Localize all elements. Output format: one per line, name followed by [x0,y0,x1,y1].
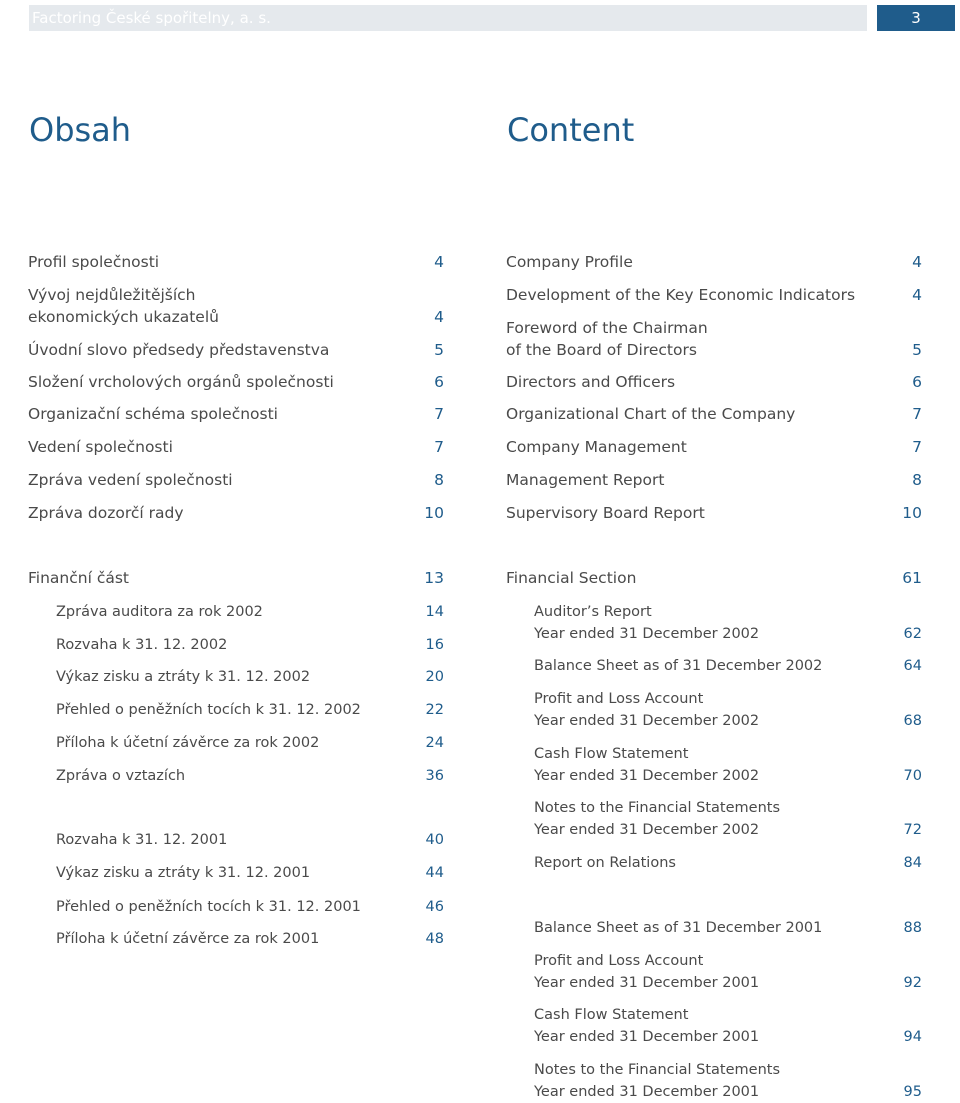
toc-subentry-cz-title: Příloha k účetní závěrce za rok 2002 [56,735,320,751]
toc-subentry-en-title: Cash Flow Statement Year ended 31 December 2001 [534,1007,760,1045]
toc-subentry-en-page: 84 [903,855,922,871]
section-heading-en [506,567,922,589]
toc-entry-en-page: 7 [912,405,922,423]
toc-entry-cz-title: Zpráva dozorčí rady [28,504,184,522]
toc-entry-cz-title: Organizační schéma společnosti [28,405,278,423]
toc-entry-en [506,371,922,393]
toc-subentry-en [534,688,922,732]
toc-entry-cz-page: 8 [434,471,444,489]
toc-subentry-cz-page: 40 [425,832,444,848]
toc-subentry-cz [56,829,444,851]
toc-entry-cz [28,371,444,393]
toc-subentry-cz-title: Výkaz zisku a ztráty k 31. 12. 2002 [56,669,311,685]
toc-entry-cz-page: 4 [434,308,444,326]
toc-subentry-en-title: Auditor’s Report Year ended 31 December 2002 [534,604,760,642]
toc-subentry-cz [56,699,444,721]
toc-entry-cz [28,339,444,361]
toc-subentry-en-title: Balance Sheet as of 31 December 2002 [534,658,823,674]
toc-entry-cz [28,469,444,491]
toc-entry-en-title: Directors and Officers [506,373,676,391]
toc-subentry-cz [56,666,444,688]
toc-subentry-cz-page: 16 [425,637,444,653]
toc-entry-en-title: Development of the Key Economic Indicators [506,286,856,304]
toc-entry-en [506,284,922,306]
toc-entry-cz-title: Vedení společnosti [28,438,173,456]
toc-subentry-cz-page: 24 [425,735,444,751]
toc-subentry-en [534,852,922,874]
toc-subentry-en-title: Cash Flow Statement Year ended 31 December 2002 [534,746,760,784]
toc-entry-cz-page: 5 [434,341,444,359]
toc-subentry-en-title: Profit and Loss Account Year ended 31 December 2001 [534,953,760,991]
company-name: Factoring České spořitelny, a. s. [32,9,271,27]
title-czech: Obsah [29,111,132,149]
toc-entry-en-page: 8 [912,471,922,489]
toc-subentry-cz-title: Přehled o peněžních tocích k 31. 12. 2002 [56,702,361,718]
toc-subentry-cz-title: Rozvaha k 31. 12. 2002 [56,637,228,653]
toc-entry-cz-title: Úvodní slovo předsedy představenstva [28,341,330,359]
toc-subentry-en-title: Notes to the Financial Statements Year ended 31 December 2002 [534,800,781,838]
toc-subentry-cz-page: 20 [425,669,444,685]
toc-entry-en [506,403,922,425]
toc-subentry-cz [56,765,444,787]
toc-subentry-cz-page: 14 [425,604,444,620]
toc-subentry-en-title: Profit and Loss Account Year ended 31 December 2002 [534,691,760,729]
toc-subentry-en-page: 62 [903,626,922,642]
toc-subentry-cz-page: 48 [425,931,444,947]
section-heading-cz [28,567,444,589]
page-number: 3 [877,5,955,31]
toc-subentry-cz-page: 46 [425,899,444,915]
toc-entry-en [506,502,922,524]
toc-entry-cz-page: 6 [434,373,444,391]
toc-entry-en [506,436,922,458]
toc-entry-en-page: 4 [912,253,922,271]
toc-entry-cz [28,284,444,328]
toc-subentry-cz-title: Příloha k účetní závěrce za rok 2001 [56,931,320,947]
toc-subentry-en-page: 68 [903,713,922,729]
section-heading-en-title: Financial Section [506,569,637,587]
toc-entry-cz-title: Zpráva vedení společnosti [28,471,233,489]
section-heading-en-page: 61 [902,569,922,587]
toc-subentry-en [534,797,922,841]
toc-entry-cz [28,436,444,458]
toc-entry-en-page: 4 [912,286,922,304]
toc-subentry-en [534,601,922,645]
toc-subentry-cz [56,634,444,656]
toc-entry-cz-page: 7 [434,438,444,456]
toc-subentry-cz-title: Rozvaha k 31. 12. 2001 [56,832,228,848]
header-bar [29,5,867,31]
toc-subentry-en-page: 92 [903,975,922,991]
title-english: Content [507,111,635,149]
toc-subentry-cz [56,862,444,884]
toc-subentry-en [534,917,922,939]
toc-entry-en-title: Foreword of the Chairman of the Board of Directors [506,319,708,359]
toc-subentry-en-page: 70 [903,768,922,784]
toc-subentry-cz-page: 44 [425,865,444,881]
toc-entry-cz-page: 10 [424,504,444,522]
toc-subentry-en [534,1004,922,1048]
toc-entry-en-title: Company Profile [506,253,633,271]
toc-subentry-en-title: Balance Sheet as of 31 December 2001 [534,920,823,936]
toc-subentry-en-title: Report on Relations [534,855,676,871]
toc-subentry-en [534,655,922,677]
toc-entry-en-page: 6 [912,373,922,391]
toc-subentry-en-page: 94 [903,1029,922,1045]
toc-subentry-cz-title: Přehled o peněžních tocích k 31. 12. 2001 [56,899,361,915]
toc-entry-cz-page: 4 [434,253,444,271]
toc-entry-en [506,317,922,361]
toc-subentry-cz [56,928,444,950]
section-heading-cz-title: Finanční část [28,569,129,587]
toc-subentry-en-page: 72 [903,822,922,838]
toc-entry-cz-title: Vývoj nejdůležitějších ekonomických ukazatelů [28,286,219,326]
toc-subentry-en [534,743,922,787]
toc-entry-en [506,469,922,491]
toc-entry-en-page: 5 [912,341,922,359]
toc-entry-en-title: Organizational Chart of the Company [506,405,796,423]
toc-subentry-en [534,1059,922,1103]
toc-entry-cz-title: Složení vrcholových orgánů společnosti [28,373,334,391]
toc-subentry-cz [56,601,444,623]
toc-entry-en-page: 7 [912,438,922,456]
toc-entry-en [506,251,922,273]
toc-entry-cz-title: Profil společnosti [28,253,160,271]
toc-entry-en-title: Company Management [506,438,687,456]
toc-entry-cz [28,502,444,524]
section-heading-cz-page: 13 [424,569,444,587]
toc-subentry-en-title: Notes to the Financial Statements Year ended 31 December 2001 [534,1062,781,1100]
toc-entry-cz-page: 7 [434,405,444,423]
toc-subentry-en [534,950,922,994]
toc-entry-cz [28,403,444,425]
toc-entry-en-title: Supervisory Board Report [506,504,705,522]
toc-subentry-cz-title: Zpráva o vztazích [56,768,186,784]
toc-subentry-cz [56,732,444,754]
toc-entry-cz [28,251,444,273]
toc-subentry-cz-page: 36 [425,768,444,784]
toc-subentry-cz [56,896,444,918]
toc-subentry-en-page: 64 [903,658,922,674]
toc-subentry-en-page: 88 [903,920,922,936]
toc-entry-en-title: Management Report [506,471,665,489]
toc-subentry-cz-page: 22 [425,702,444,718]
toc-subentry-cz-title: Výkaz zisku a ztráty k 31. 12. 2001 [56,865,311,881]
toc-subentry-en-page: 95 [903,1084,922,1100]
toc-subentry-cz-title: Zpráva auditora za rok 2002 [56,604,263,620]
toc-entry-en-page: 10 [902,504,922,522]
